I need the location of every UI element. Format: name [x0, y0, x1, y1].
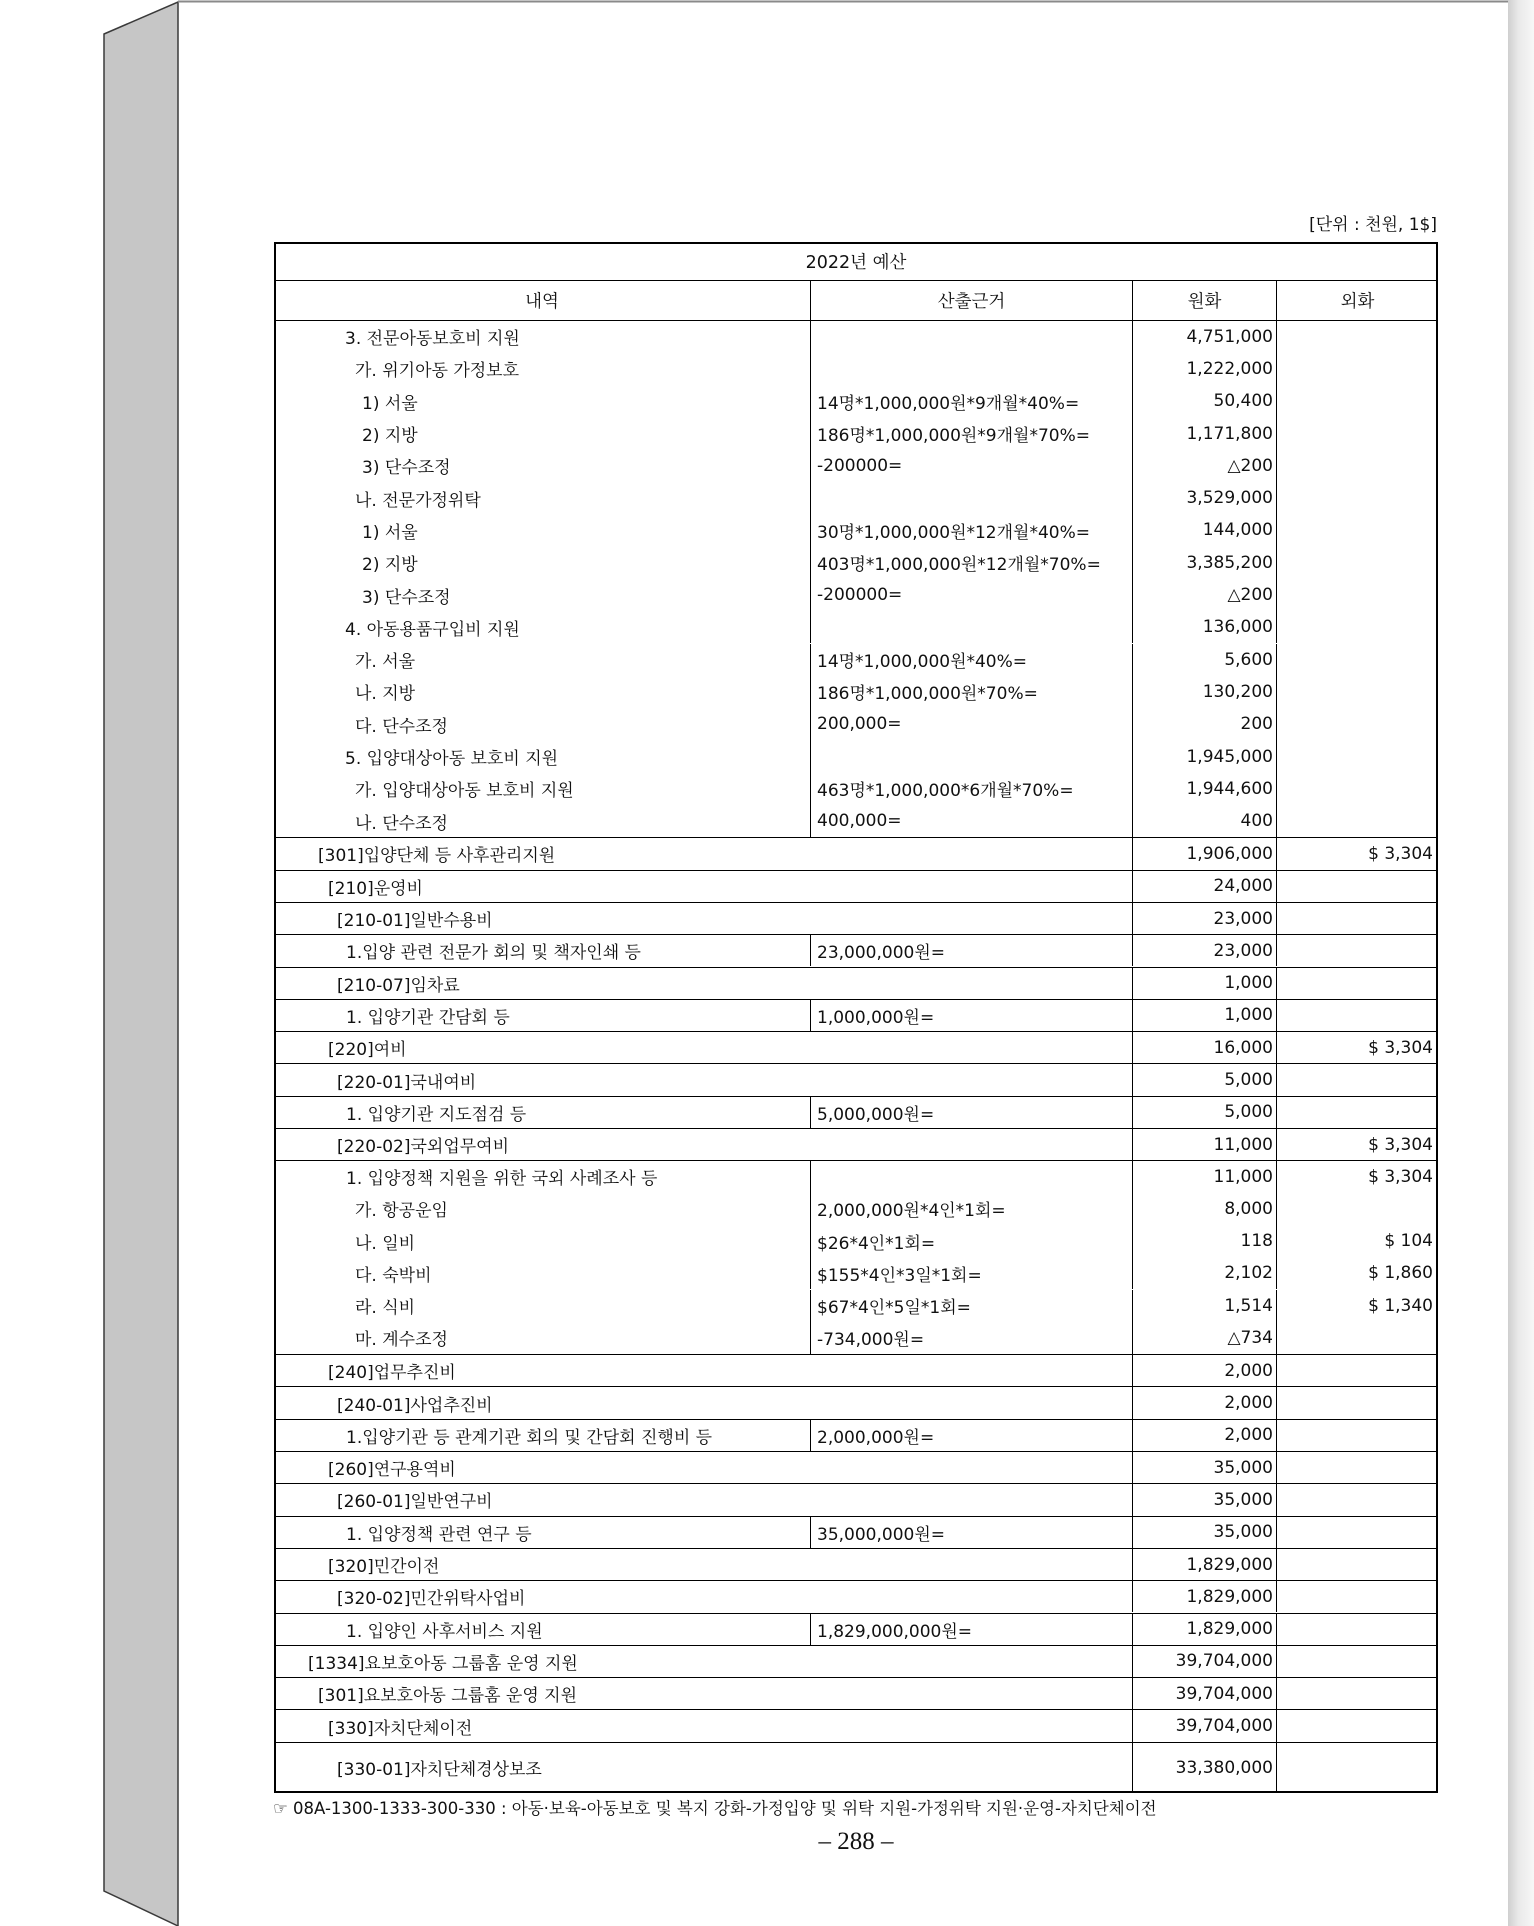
item-cell: [240]업무추진비: [328, 1363, 456, 1384]
basis-cell: 403명*1,000,000원*12개월*70%=: [810, 547, 1132, 579]
item-cell: [301]요보호아동 그룹홈 운영 지원: [318, 1686, 577, 1707]
krw-amount-cell: 1,171,800: [1132, 417, 1276, 449]
table-row: [274, 870, 1438, 902]
item-cell: 가. 입양대상아동 보호비 지원: [355, 781, 574, 802]
item-cell: 나. 일비: [355, 1233, 416, 1254]
table-row: [274, 385, 1438, 417]
basis-cell: $26*4인*1회=: [810, 1225, 1132, 1257]
item-cell: [330]자치단체이전: [328, 1718, 473, 1739]
table-row: [274, 1451, 1438, 1483]
item-cell: 나. 전문가정위탁: [355, 490, 481, 511]
krw-amount-cell: 1,945,000: [1132, 740, 1276, 772]
budget-table: [274, 242, 1438, 1793]
item-cell: 1) 서울: [362, 522, 418, 543]
foreign-amount-cell: [1276, 644, 1438, 676]
krw-amount-cell: 8,000: [1132, 1193, 1276, 1225]
table-row: [274, 1128, 1438, 1160]
krw-amount-cell: 136,000: [1132, 611, 1276, 643]
krw-amount-cell: 35,000: [1132, 1484, 1276, 1515]
item-cell: [330-01]자치단체경상보조: [337, 1760, 542, 1781]
foreign-amount-cell: $ 104: [1276, 1225, 1438, 1257]
item-cell: 나. 단수조정: [355, 813, 448, 834]
item-cell: 마. 계수조정: [355, 1330, 448, 1351]
item-cell: 2) 지방: [362, 426, 418, 447]
table-row: [274, 837, 1438, 869]
basis-cell: 23,000,000원=: [810, 935, 1132, 966]
table-row: [274, 547, 1438, 579]
krw-amount-cell: 23,000: [1132, 903, 1276, 934]
table-row: [274, 740, 1438, 772]
table-row: [274, 1709, 1438, 1741]
item-cell: 가. 서울: [355, 652, 416, 673]
krw-amount-cell: 33,380,000: [1132, 1743, 1276, 1793]
foreign-amount-cell: [1276, 547, 1438, 579]
item-cell: 3. 전문아동보호비 지원: [345, 329, 520, 350]
table-row: [274, 676, 1438, 708]
krw-amount-cell: △734: [1132, 1322, 1276, 1354]
basis-cell: 5,000,000원=: [810, 1097, 1132, 1128]
table-row: [274, 514, 1438, 546]
krw-amount-cell: 3,529,000: [1132, 482, 1276, 514]
foreign-amount-cell: [1276, 708, 1438, 740]
krw-amount-cell: 5,000: [1132, 1097, 1276, 1128]
basis-cell: 2,000,000원*4인*1회=: [810, 1193, 1132, 1225]
table-row: [274, 353, 1438, 385]
foreign-amount-cell: $ 3,304: [1276, 838, 1438, 869]
table-row: [274, 1225, 1438, 1257]
foreign-amount-cell: [1276, 417, 1438, 449]
item-cell: [210-07]임차료: [337, 975, 460, 996]
foreign-amount-cell: [1276, 1387, 1438, 1418]
table-row: [274, 450, 1438, 482]
table-row: [274, 579, 1438, 611]
table-row: [274, 1516, 1438, 1548]
basis-cell: [810, 353, 1132, 385]
krw-amount-cell: 144,000: [1132, 514, 1276, 546]
basis-cell: [810, 321, 1132, 353]
table-row: [274, 934, 1438, 966]
krw-amount-cell: △200: [1132, 579, 1276, 611]
table-row: [274, 644, 1438, 676]
foreign-amount-cell: [1276, 482, 1438, 514]
item-cell: 가. 항공운임: [355, 1201, 448, 1222]
krw-amount-cell: 39,704,000: [1132, 1646, 1276, 1677]
basis-cell: [810, 482, 1132, 514]
krw-amount-cell: 50,400: [1132, 385, 1276, 417]
footnote: ☞ 08A-1300-1333-300-330 : 아동·보육-아동보호 및 복지 강화-가정입양 및 위탁 지원-가정위탁 지원·운영-자치단체이전: [273, 1799, 1157, 1818]
table-row: [274, 902, 1438, 934]
foreign-amount-cell: [1276, 611, 1438, 643]
item-cell: [220]여비: [328, 1040, 407, 1061]
basis-cell: 1,000,000원=: [810, 1000, 1132, 1031]
krw-amount-cell: 1,829,000: [1132, 1614, 1276, 1645]
item-cell: 다. 숙박비: [355, 1265, 432, 1286]
item-cell: 4. 아동용품구입비 지원: [345, 619, 520, 640]
foreign-amount-cell: [1276, 1097, 1438, 1128]
foreign-amount-cell: [1276, 1646, 1438, 1677]
table-row: [274, 773, 1438, 805]
table-row: [274, 1160, 1438, 1192]
krw-amount-cell: 5,600: [1132, 644, 1276, 676]
table-row: [274, 1483, 1438, 1515]
foreign-amount-cell: [1276, 805, 1438, 837]
foreign-amount-cell: [1276, 1614, 1438, 1645]
krw-amount-cell: 2,102: [1132, 1257, 1276, 1289]
basis-cell: 14명*1,000,000원*40%=: [810, 644, 1132, 676]
foreign-amount-cell: $ 3,304: [1276, 1161, 1438, 1192]
header-foreign: 외화: [1276, 281, 1438, 320]
item-cell: [220-01]국내여비: [337, 1072, 477, 1093]
krw-amount-cell: 11,000: [1132, 1161, 1276, 1192]
foreign-amount-cell: [1276, 903, 1438, 934]
foreign-amount-cell: [1276, 1549, 1438, 1580]
table-row: [274, 1193, 1438, 1225]
krw-amount-cell: 35,000: [1132, 1452, 1276, 1483]
table-row: [274, 1322, 1438, 1354]
foreign-amount-cell: [1276, 1000, 1438, 1031]
item-cell: [240-01]사업추진비: [337, 1395, 493, 1416]
foreign-amount-cell: [1276, 385, 1438, 417]
krw-amount-cell: 118: [1132, 1225, 1276, 1257]
table-title: 2022년 예산: [805, 252, 907, 273]
foreign-amount-cell: [1276, 514, 1438, 546]
item-cell: [210]운영비: [328, 878, 423, 899]
header-krw: 원화: [1132, 281, 1276, 320]
basis-cell: 400,000=: [810, 805, 1132, 837]
table-row: [274, 805, 1438, 837]
basis-cell: [810, 611, 1132, 643]
item-cell: 라. 식비: [355, 1298, 416, 1319]
item-cell: 1. 입양정책 관련 연구 등: [346, 1524, 532, 1545]
krw-amount-cell: 16,000: [1132, 1032, 1276, 1063]
table-row: [274, 1096, 1438, 1128]
basis-cell: 200,000=: [810, 708, 1132, 740]
foreign-amount-cell: [1276, 450, 1438, 482]
krw-amount-cell: 24,000: [1132, 871, 1276, 902]
basis-cell: -200000=: [810, 579, 1132, 611]
foreign-amount-cell: $ 3,304: [1276, 1129, 1438, 1160]
table-row: [274, 482, 1438, 514]
table-row: [274, 1354, 1438, 1386]
header-item: 내역: [525, 291, 559, 312]
foreign-amount-cell: [1276, 1678, 1438, 1709]
table-row: [274, 1290, 1438, 1322]
foreign-amount-cell: [1276, 935, 1438, 966]
table-row: [274, 1031, 1438, 1063]
krw-amount-cell: 39,704,000: [1132, 1710, 1276, 1741]
krw-amount-cell: 2,000: [1132, 1355, 1276, 1386]
foreign-amount-cell: [1276, 773, 1438, 805]
unit-note: [단위 : 천원, 1$]: [1309, 215, 1437, 235]
basis-cell: 463명*1,000,000*6개월*70%=: [810, 773, 1132, 805]
item-cell: 1.입양기관 등 관계기관 회의 및 간담회 진행비 등: [346, 1427, 713, 1448]
krw-amount-cell: 130,200: [1132, 676, 1276, 708]
basis-cell: 35,000,000원=: [810, 1517, 1132, 1548]
item-cell: 1. 입양기관 간담회 등: [346, 1007, 510, 1028]
table-header-row: [274, 281, 1438, 321]
item-cell: 가. 위기아동 가정보호: [355, 361, 520, 382]
basis-cell: [810, 1161, 1132, 1192]
krw-amount-cell: △200: [1132, 450, 1276, 482]
item-cell: [220-02]국외업무여비: [337, 1137, 510, 1158]
page-shadow: [1508, 0, 1534, 1926]
foreign-amount-cell: $ 1,340: [1276, 1290, 1438, 1322]
foreign-amount-cell: [1276, 740, 1438, 772]
foreign-amount-cell: [1276, 1484, 1438, 1515]
foreign-amount-cell: [1276, 1193, 1438, 1225]
krw-amount-cell: 1,514: [1132, 1290, 1276, 1322]
foreign-amount-cell: [1276, 1420, 1438, 1451]
foreign-amount-cell: [1276, 1743, 1438, 1793]
krw-amount-cell: 39,704,000: [1132, 1678, 1276, 1709]
table-row: [274, 1645, 1438, 1677]
item-cell: 1) 서울: [362, 393, 418, 414]
table-row: [274, 611, 1438, 643]
item-cell: 2) 지방: [362, 555, 418, 576]
item-cell: 다. 단수조정: [355, 716, 448, 737]
basis-cell: $155*4인*3일*1회=: [810, 1257, 1132, 1289]
foreign-amount-cell: [1276, 1322, 1438, 1354]
krw-amount-cell: 5,000: [1132, 1064, 1276, 1095]
item-cell: 3) 단수조정: [362, 587, 451, 608]
foreign-amount-cell: [1276, 968, 1438, 999]
krw-amount-cell: 2,000: [1132, 1387, 1276, 1418]
krw-amount-cell: 1,944,600: [1132, 773, 1276, 805]
table-row: [274, 708, 1438, 740]
table-row: [274, 1548, 1438, 1580]
table-row: [274, 1613, 1438, 1645]
krw-amount-cell: 1,829,000: [1132, 1581, 1276, 1612]
table-row: [274, 1386, 1438, 1418]
table-row: [274, 417, 1438, 449]
table-row: [274, 1580, 1438, 1612]
foreign-amount-cell: [1276, 871, 1438, 902]
item-cell: 1.입양 관련 전문가 회의 및 책자인쇄 등: [346, 943, 641, 964]
table-row: [274, 1257, 1438, 1289]
item-cell: 1. 입양정책 지원을 위한 국외 사례조사 등: [346, 1169, 658, 1190]
page-number: – 288 –: [818, 1828, 894, 1855]
item-cell: [320-02]민간위탁사업비: [337, 1589, 526, 1610]
header-basis: 산출근거: [810, 281, 1132, 320]
krw-amount-cell: 4,751,000: [1132, 321, 1276, 353]
krw-amount-cell: 1,000: [1132, 968, 1276, 999]
krw-amount-cell: 1,829,000: [1132, 1549, 1276, 1580]
table-row: [274, 1677, 1438, 1709]
krw-amount-cell: 1,222,000: [1132, 353, 1276, 385]
foreign-amount-cell: [1276, 1581, 1438, 1612]
item-cell: [301]입양단체 등 사후관리지원: [318, 846, 556, 867]
table-title-row: [274, 242, 1438, 281]
basis-cell: 30명*1,000,000원*12개월*40%=: [810, 514, 1132, 546]
krw-amount-cell: 2,000: [1132, 1420, 1276, 1451]
item-cell: 1. 입양기관 지도점검 등: [346, 1104, 527, 1125]
item-cell: 1. 입양인 사후서비스 지원: [346, 1621, 543, 1642]
table-row: [274, 1063, 1438, 1095]
item-cell: [210-01]일반수용비: [337, 911, 493, 932]
krw-amount-cell: 200: [1132, 708, 1276, 740]
table-row: [274, 1742, 1438, 1793]
foreign-amount-cell: [1276, 676, 1438, 708]
item-cell: 5. 입양대상아동 보호비 지원: [345, 749, 559, 770]
basis-cell: -734,000원=: [810, 1322, 1132, 1354]
basis-cell: 186명*1,000,000원*70%=: [810, 676, 1132, 708]
item-cell: [260-01]일반연구비: [337, 1492, 493, 1513]
table-row: [274, 1419, 1438, 1451]
foreign-amount-cell: $ 3,304: [1276, 1032, 1438, 1063]
krw-amount-cell: 11,000: [1132, 1129, 1276, 1160]
item-cell: 나. 지방: [355, 684, 416, 705]
basis-cell: 186명*1,000,000원*9개월*70%=: [810, 417, 1132, 449]
foreign-amount-cell: [1276, 1064, 1438, 1095]
foreign-amount-cell: [1276, 1452, 1438, 1483]
foreign-amount-cell: [1276, 1355, 1438, 1386]
basis-cell: $67*4인*5일*1회=: [810, 1290, 1132, 1322]
krw-amount-cell: 1,000: [1132, 1000, 1276, 1031]
item-cell: [320]민간이전: [328, 1557, 440, 1578]
foreign-amount-cell: [1276, 321, 1438, 353]
basis-cell: [810, 740, 1132, 772]
table-row: [274, 321, 1438, 353]
basis-cell: 1,829,000,000원=: [810, 1614, 1132, 1645]
basis-cell: 14명*1,000,000원*9개월*40%=: [810, 385, 1132, 417]
item-cell: 3) 단수조정: [362, 458, 451, 479]
foreign-amount-cell: [1276, 579, 1438, 611]
foreign-amount-cell: $ 1,860: [1276, 1257, 1438, 1289]
basis-cell: -200000=: [810, 450, 1132, 482]
krw-amount-cell: 23,000: [1132, 935, 1276, 966]
krw-amount-cell: 400: [1132, 805, 1276, 837]
krw-amount-cell: 1,906,000: [1132, 838, 1276, 869]
item-cell: [260]연구용역비: [328, 1460, 456, 1481]
table-row: [274, 967, 1438, 999]
krw-amount-cell: 35,000: [1132, 1517, 1276, 1548]
foreign-amount-cell: [1276, 1517, 1438, 1548]
item-cell: [1334]요보호아동 그룹홈 운영 지원: [308, 1653, 578, 1674]
basis-cell: 2,000,000원=: [810, 1420, 1132, 1451]
table-row: [274, 999, 1438, 1031]
foreign-amount-cell: [1276, 1710, 1438, 1741]
foreign-amount-cell: [1276, 353, 1438, 385]
krw-amount-cell: 3,385,200: [1132, 547, 1276, 579]
